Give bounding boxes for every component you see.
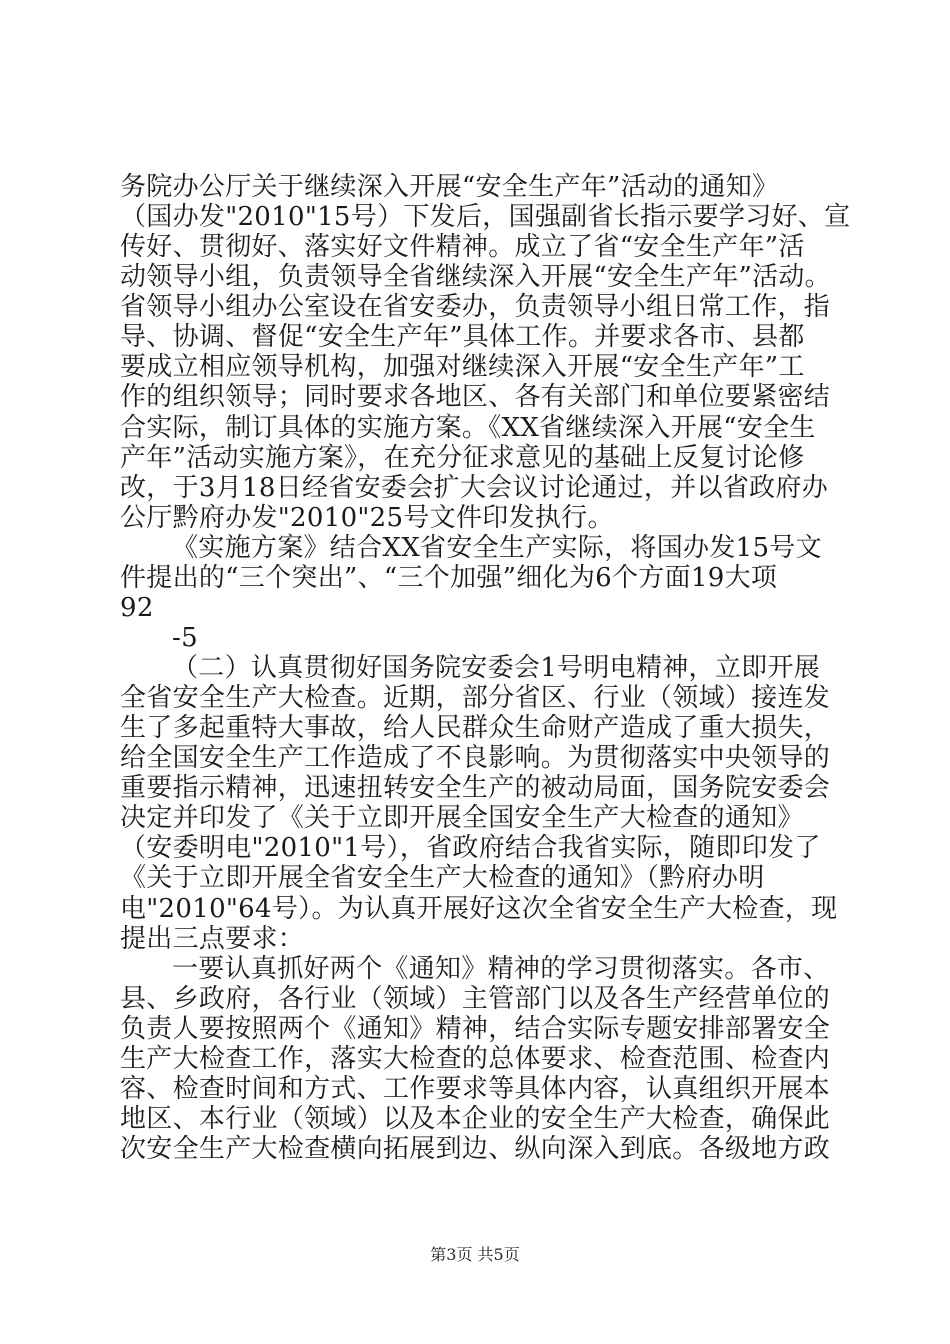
text-line: 给全国安全生产工作造成了不良影响。为贯彻落实中央领导的 <box>120 743 831 774</box>
text-line: 县、乡政府，各行业（领域）主管部门以及各生产经营单位的 <box>120 983 831 1014</box>
text-line: 公厅黔府办发"2010"25号文件印发执行。 <box>120 502 614 533</box>
text-line: -5 <box>172 622 198 653</box>
text-line: 《关于立即开展全省安全生产大检查的通知》（黔府办明 <box>120 863 765 894</box>
text-line: （二）认真贯彻好国务院安委会1号明电精神，立即开展 <box>172 653 821 683</box>
text-line: 提出三点要求： <box>120 923 305 954</box>
text-line: 地区、本行业（领域）以及本企业的安全生产大检查，确保此 <box>120 1103 831 1134</box>
text-line: 改，于3月18日经省安委会扩大会议讨论通过，并以省政府办 <box>120 472 829 503</box>
text-line: 全省安全生产大检查。近期，部分省区、行业（领域）接连发 <box>120 683 831 714</box>
text-line: 《实施方案》结合XX省安全生产实际，将国办发15号文 <box>172 532 822 563</box>
text-line: 省领导小组办公室设在省安委办，负责领导小组日常工作，指 <box>120 292 831 323</box>
text-line: 导、协调、督促“安全生产年”具体工作。并要求各市、县都 <box>120 322 805 353</box>
text-line: 次安全生产大检查横向拓展到边、纵向深入到底。各级地方政 <box>120 1134 831 1164</box>
text-line: 电"2010"64号）。为认真开展好这次全省安全生产大检查，现 <box>120 893 838 924</box>
text-line: 产年”活动实施方案》，在充分征求意见的基础上反复讨论修 <box>120 442 805 473</box>
text-line: 件提出的“三个突出”、“三个加强”细化为6个方面19大项 <box>120 562 778 593</box>
text-line: 决定并印发了《关于立即开展全国安全生产大检查的通知》 <box>120 803 804 834</box>
text-line: （安委明电"2010"1号），省政府结合我省实际，随即印发了 <box>120 833 821 864</box>
text-line: 容、检查时间和方式、工作要求等具体内容，认真组织开展本 <box>120 1073 831 1104</box>
text-line: 动领导小组，负责领导全省继续深入开展“安全生产年”活动。 <box>120 262 831 293</box>
text-line: 生产大检查工作，落实大检查的总体要求、检查范围、检查内 <box>120 1043 831 1074</box>
text-line: 重要指示精神，迅速扭转安全生产的被动局面，国务院安委会 <box>120 773 831 804</box>
text-line: 合实际，制订具体的实施方案。《XX省继续深入开展“安全生 <box>120 412 816 443</box>
text-line: 一要认真抓好两个《通知》精神的学习贯彻落实。各市、 <box>172 953 830 984</box>
text-line: 作的组织领导；同时要求各地区、各有关部门和单位要紧密结 <box>120 382 831 413</box>
text-line: 生了多起重特大事故，给人民群众生命财产造成了重大损失， <box>120 713 831 744</box>
text-line: （国办发"2010"15号）下发后，国强副省长指示要学习好、宣 <box>120 202 851 233</box>
text-line: 92 <box>120 592 154 623</box>
text-line: 负责人要按照两个《通知》精神，结合实际专题安排部署安全 <box>120 1013 831 1044</box>
page-footer: 第3页 共5页 <box>430 1245 520 1264</box>
text-line: 要成立相应领导机构，加强对继续深入开展“安全生产年”工 <box>120 352 805 383</box>
text-line: 传好、贯彻好、落实好文件精神。成立了省“安全生产年”活 <box>120 232 805 263</box>
text-line: 务院办公厅关于继续深入开展“安全生产年”活动的通知》 <box>120 172 779 202</box>
